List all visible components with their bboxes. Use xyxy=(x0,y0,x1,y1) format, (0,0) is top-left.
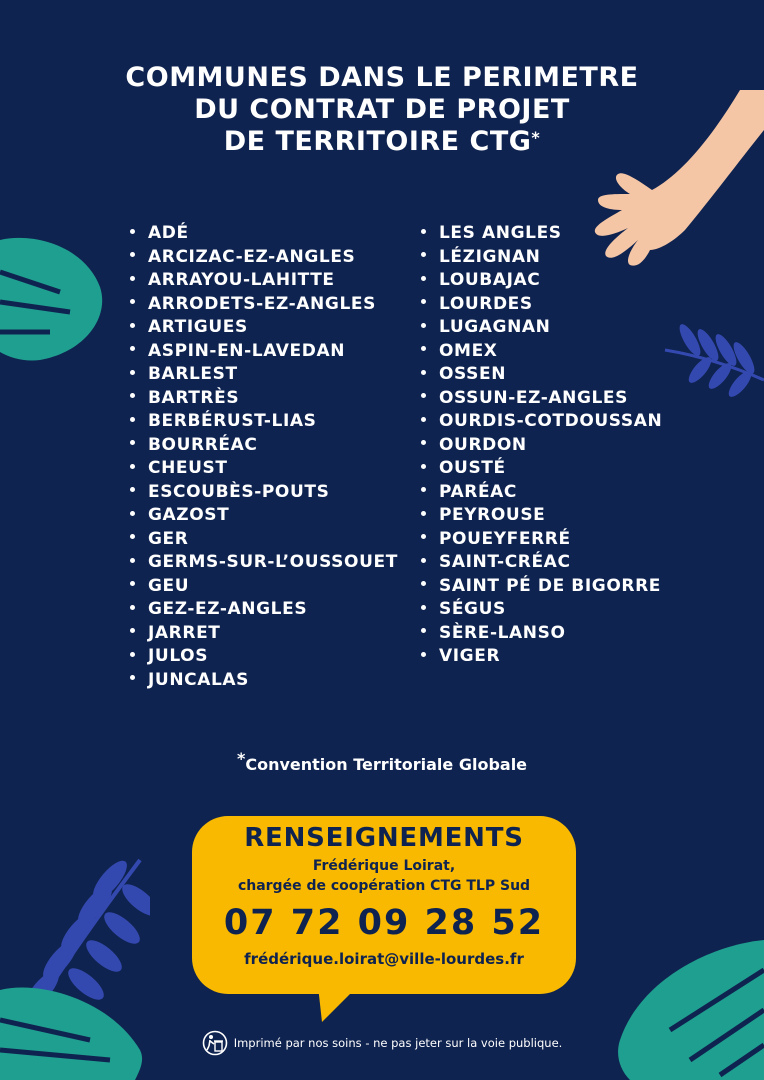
commune-item xyxy=(130,457,398,481)
bullet-icon xyxy=(421,511,426,516)
commune-name: ASPIN-EN-LAVEDAN xyxy=(148,340,346,361)
commune-item xyxy=(421,410,662,434)
commune-name: OMEX xyxy=(439,340,498,361)
bullet-icon xyxy=(421,393,426,398)
commune-item xyxy=(130,551,398,575)
commune-item xyxy=(130,669,398,693)
page-title xyxy=(0,62,764,158)
bullet-icon xyxy=(130,417,135,422)
commune-name: ARRAYOU-LAHITTE xyxy=(148,270,335,290)
commune-item xyxy=(130,293,398,317)
commune-item xyxy=(421,622,662,646)
commune-item xyxy=(130,434,398,458)
footnote-text: Convention Territoriale Globale xyxy=(245,755,528,774)
contact-phone[interactable]: 07 72 09 28 52 xyxy=(223,903,545,943)
commune-name: OSSUN-EZ-ANGLES xyxy=(439,387,628,408)
bullet-icon xyxy=(421,487,426,492)
bubble-tail xyxy=(318,986,358,1022)
commune-item xyxy=(130,410,398,434)
commune-name: LES ANGLES xyxy=(439,223,562,243)
bullet-icon xyxy=(130,299,135,304)
commune-item xyxy=(421,481,662,505)
communes-list-left xyxy=(130,222,398,692)
leaf-teal-left-illustration xyxy=(0,232,110,362)
print-notice-text: Imprimé par nos soins - ne pas jeter sur la voie publique. xyxy=(233,1036,563,1050)
commune-name: LOUBAJAC xyxy=(439,270,541,290)
commune-item xyxy=(421,269,662,293)
commune-name: ESCOUBÈS-POUTS xyxy=(148,481,330,502)
commune-name: PARÉAC xyxy=(439,481,517,502)
footnote xyxy=(0,749,764,774)
commune-name: LÉZIGNAN xyxy=(439,246,541,267)
title-line-3-text: DE TERRITOIRE CTG xyxy=(223,126,532,157)
bullet-icon xyxy=(130,464,135,469)
trash-bin-icon xyxy=(202,1030,228,1056)
bullet-icon xyxy=(421,346,426,351)
title-asterisk: * xyxy=(531,128,541,147)
commune-item xyxy=(421,363,662,387)
print-notice xyxy=(0,1030,764,1056)
commune-name: LUGAGNAN xyxy=(439,317,551,337)
commune-item xyxy=(130,481,398,505)
commune-item xyxy=(130,363,398,387)
commune-name: OURDON xyxy=(439,434,527,455)
contact-role: chargée de coopération CTG TLP Sud xyxy=(237,878,531,894)
bullet-icon xyxy=(130,440,135,445)
commune-item xyxy=(421,222,662,246)
commune-name: CHEUST xyxy=(148,458,228,478)
commune-name: SÈRE-LANSO xyxy=(439,622,566,643)
bullet-icon xyxy=(130,229,135,234)
commune-name: GAZOST xyxy=(148,505,230,525)
commune-item xyxy=(421,645,662,669)
commune-item xyxy=(421,575,662,599)
commune-item xyxy=(130,387,398,411)
commune-item xyxy=(421,293,662,317)
commune-name: BOURRÉAC xyxy=(148,434,258,455)
bullet-icon xyxy=(421,534,426,539)
commune-name: BARTRÈS xyxy=(148,387,240,408)
contact-name: Frédérique Loirat, xyxy=(312,858,456,874)
commune-name: LOURDES xyxy=(439,293,533,314)
commune-name: GERMS-SUR-L’OUSSOUET xyxy=(148,552,398,572)
bullet-icon xyxy=(130,393,135,398)
title-line-3 xyxy=(0,126,764,158)
commune-name: POUEYFERRÉ xyxy=(439,528,571,549)
commune-name: OURDIS-COTDOUSSAN xyxy=(439,411,663,431)
commune-name: GEZ-EZ-ANGLES xyxy=(148,599,308,619)
commune-name: ARTIGUES xyxy=(148,317,248,337)
commune-name: PEYROUSE xyxy=(439,505,546,525)
bullet-icon xyxy=(421,323,426,328)
commune-name: SAINT-CRÉAC xyxy=(439,552,571,572)
bullet-icon xyxy=(421,440,426,445)
commune-item xyxy=(130,575,398,599)
commune-item xyxy=(130,645,398,669)
commune-name: ARCIZAC-EZ-ANGLES xyxy=(148,246,356,267)
commune-item xyxy=(421,551,662,575)
commune-item xyxy=(130,246,398,270)
contact-heading: RENSEIGNEMENTS xyxy=(244,823,524,853)
bullet-icon xyxy=(130,558,135,563)
bullet-icon xyxy=(130,323,135,328)
footnote-asterisk: * xyxy=(236,749,246,768)
leaf-teal-bottom-left-illustration xyxy=(0,960,150,1080)
commune-item xyxy=(130,598,398,622)
commune-item xyxy=(130,269,398,293)
commune-item xyxy=(421,504,662,528)
commune-name: OUSTÉ xyxy=(439,458,506,478)
bullet-icon xyxy=(130,276,135,281)
commune-item xyxy=(421,316,662,340)
commune-item xyxy=(421,434,662,458)
commune-item xyxy=(130,504,398,528)
commune-item xyxy=(421,387,662,411)
title-line-2: DU CONTRAT DE PROJET xyxy=(194,94,570,125)
commune-name: GER xyxy=(148,528,189,549)
bullet-icon xyxy=(130,511,135,516)
bullet-icon xyxy=(421,276,426,281)
bullet-icon xyxy=(130,652,135,657)
communes-list-right xyxy=(421,222,662,669)
bullet-icon xyxy=(421,417,426,422)
commune-name: JARRET xyxy=(148,622,221,643)
commune-name: SAINT PÉ DE BIGORRE xyxy=(439,575,661,596)
leaf-teal-bottom-right-illustration xyxy=(600,940,764,1080)
title-line-1: COMMUNES DANS LE PERIMETRE xyxy=(125,62,639,93)
bullet-icon xyxy=(421,252,426,257)
commune-name: OSSEN xyxy=(439,364,507,384)
commune-item xyxy=(421,457,662,481)
commune-item xyxy=(130,222,398,246)
commune-item xyxy=(130,316,398,340)
bullet-icon xyxy=(421,370,426,375)
commune-name: SÉGUS xyxy=(439,599,506,619)
bullet-icon xyxy=(130,605,135,610)
fern-blue-right-illustration xyxy=(660,310,764,400)
contact-email[interactable]: frédérique.loirat@ville-lourdes.fr xyxy=(244,950,524,968)
bullet-icon xyxy=(421,229,426,234)
bullet-icon xyxy=(130,581,135,586)
bullet-icon xyxy=(421,464,426,469)
contact-block xyxy=(192,816,576,970)
bullet-icon xyxy=(130,370,135,375)
bullet-icon xyxy=(421,605,426,610)
commune-item xyxy=(130,622,398,646)
bullet-icon xyxy=(130,346,135,351)
bullet-icon xyxy=(421,299,426,304)
commune-item xyxy=(421,528,662,552)
bullet-icon xyxy=(130,534,135,539)
commune-name: GEU xyxy=(148,575,190,596)
commune-name: JUNCALAS xyxy=(148,669,250,690)
commune-item xyxy=(130,528,398,552)
commune-item xyxy=(421,246,662,270)
bullet-icon xyxy=(421,581,426,586)
bullet-icon xyxy=(130,675,135,680)
bullet-icon xyxy=(421,652,426,657)
bullet-icon xyxy=(130,252,135,257)
commune-name: JULOS xyxy=(148,646,209,666)
bullet-icon xyxy=(421,558,426,563)
commune-item xyxy=(421,598,662,622)
commune-item xyxy=(130,340,398,364)
commune-name: VIGER xyxy=(439,646,501,666)
bullet-icon xyxy=(421,628,426,633)
commune-name: BERBÉRUST-LIAS xyxy=(148,411,317,431)
bullet-icon xyxy=(130,628,135,633)
bullet-icon xyxy=(130,487,135,492)
commune-name: ADÉ xyxy=(148,223,189,243)
commune-item xyxy=(421,340,662,364)
commune-name: BARLEST xyxy=(148,364,238,384)
commune-name: ARRODETS-EZ-ANGLES xyxy=(148,293,376,314)
